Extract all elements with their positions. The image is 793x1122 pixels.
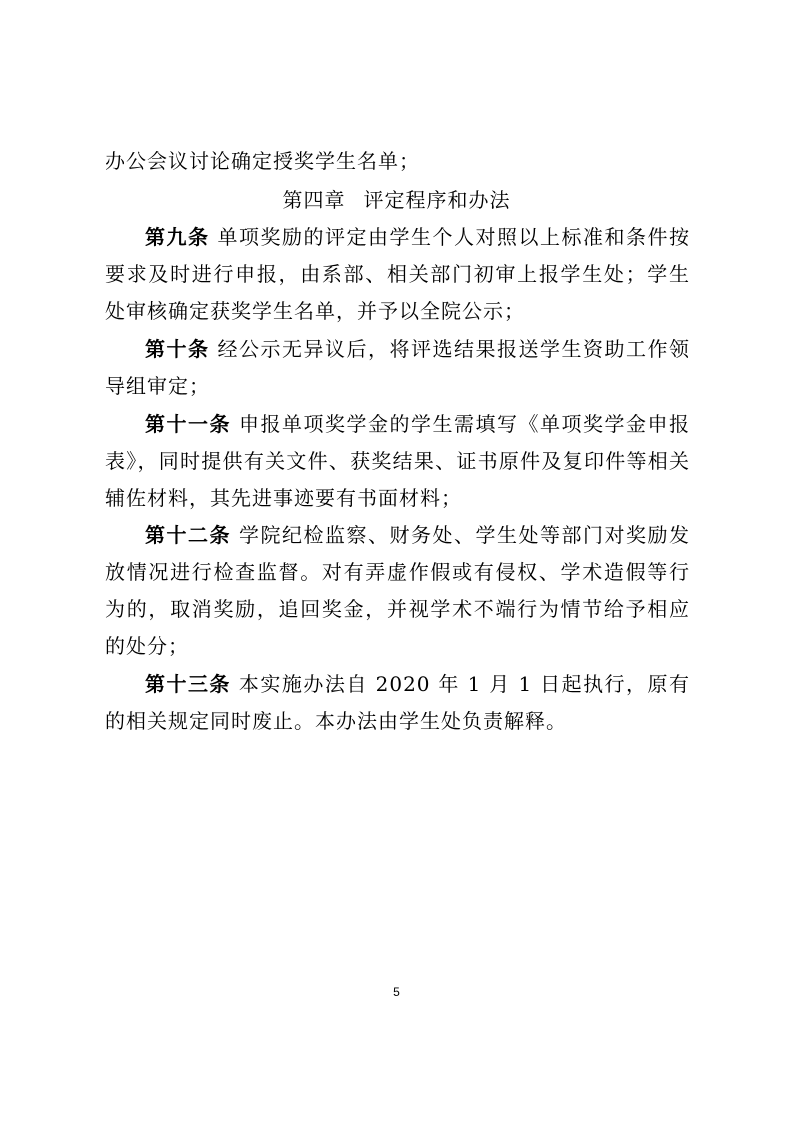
page-number: 5 (393, 985, 400, 999)
continued-text: 办公会议讨论确定授奖学生名单； (105, 149, 420, 173)
article-label: 第十二条 (145, 523, 231, 547)
article-11 (105, 406, 690, 517)
article-text: 经公示无异议后，将评选结果报送学生资助工作领导组审定； (105, 337, 690, 398)
article-label: 第十条 (145, 337, 210, 361)
article-10 (105, 331, 690, 405)
article-text: 本实施办法自 2020 年 1 月 1 日起执行，原有的相关规定同时废止。本办法由学生处负责解释。 (105, 672, 690, 733)
article-9 (105, 219, 690, 330)
chapter-title: 评定程序和办法 (363, 188, 511, 212)
article-label: 第十三条 (145, 672, 231, 696)
article-text: 单项奖励的评定由学生个人对照以上标准和条件按要求及时进行申报，由系部、相关部门初审上报学生处；学生处审核确定获奖学生名单，并予以全院公示； (105, 225, 690, 323)
article-text: 学院纪检监察、财务处、学生处等部门对奖励发放情况进行检查监督。对有弄虚作假或有侵权、学术造假等行为的，取消奖励，追回奖金，并视学术不端行为情节给予相应的处分； (105, 523, 690, 658)
article-text: 申报单项奖学金的学生需填写《单项奖学金申报表》，同时提供有关文件、获奖结果、证书原件及复印件等相关辅佐材料，其先进事迹要有书面材料； (105, 412, 690, 510)
chapter-heading (0, 182, 793, 219)
article-12 (105, 517, 690, 665)
article-13 (105, 666, 690, 740)
chapter-number: 第四章 (282, 188, 346, 212)
article-label: 第十一条 (145, 412, 231, 436)
article-label: 第九条 (145, 225, 210, 249)
